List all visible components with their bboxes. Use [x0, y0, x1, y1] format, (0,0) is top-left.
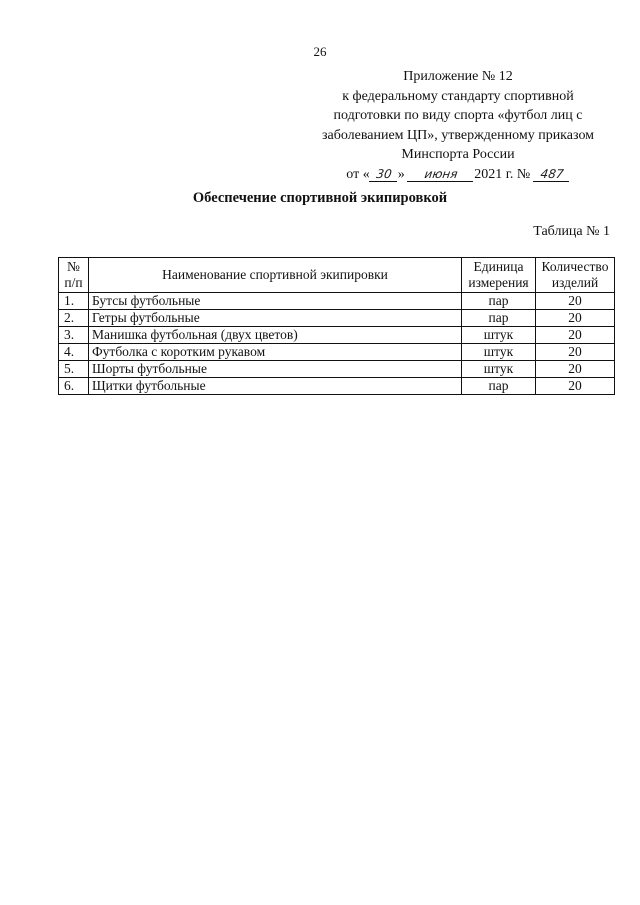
- table-label: Таблица № 1: [533, 224, 610, 239]
- document-title: Обеспечение спортивной экипировкой: [192, 190, 448, 206]
- cell-num: 5.: [59, 361, 89, 378]
- cell-unit: пар: [462, 378, 536, 395]
- cell-name: Шорты футбольные: [89, 361, 462, 378]
- handwritten-day: 30: [369, 167, 399, 182]
- header-qty: Количество изделий: [536, 258, 615, 293]
- header-name: Наименование спортивной экипировки: [89, 258, 462, 293]
- cell-qty: 20: [536, 344, 615, 361]
- cell-name: Бутсы футбольные: [89, 293, 462, 310]
- cell-unit: пар: [462, 293, 536, 310]
- appendix-header: [298, 67, 618, 184]
- cell-unit: штук: [462, 327, 536, 344]
- cell-unit: пар: [462, 310, 536, 327]
- table-row: [59, 310, 615, 327]
- date-mid: »: [397, 166, 405, 182]
- table-row: [59, 344, 615, 361]
- table-header-row: [59, 258, 615, 293]
- handwritten-month: июня: [407, 167, 475, 182]
- table-row: [59, 378, 615, 395]
- date-year: 2021 г. №: [474, 166, 531, 182]
- cell-num: 6.: [59, 378, 89, 395]
- header-unit: Единица измерения: [462, 258, 536, 293]
- header-num: № п/п: [59, 258, 89, 293]
- cell-num: 2.: [59, 310, 89, 327]
- date-prefix: от «: [346, 166, 370, 182]
- appendix-line-1: к федеральному стандарту спортивной: [342, 88, 574, 104]
- appendix-line-4: Минспорта России: [401, 147, 515, 162]
- equipment-table: [58, 257, 615, 395]
- cell-qty: 20: [536, 378, 615, 395]
- appendix-line-2: подготовки по виду спорта «футбол лиц с: [333, 108, 583, 123]
- table-row: [59, 327, 615, 344]
- handwritten-order-number: 487: [533, 167, 571, 182]
- cell-unit: штук: [462, 344, 536, 361]
- cell-qty: 20: [536, 310, 615, 327]
- table-row: [59, 293, 615, 310]
- cell-name: Щитки футбольные: [89, 378, 462, 395]
- appendix-line-3: заболеванием ЦП», утвержденному приказом: [321, 127, 595, 143]
- cell-name: Гетры футбольные: [89, 310, 462, 327]
- cell-name: Манишка футбольная (двух цветов): [89, 327, 462, 344]
- table-row: [59, 361, 615, 378]
- cell-qty: 20: [536, 293, 615, 310]
- appendix-title: Приложение № 12: [403, 69, 513, 84]
- cell-num: 4.: [59, 344, 89, 361]
- appendix-date-line: [298, 165, 618, 185]
- cell-qty: 20: [536, 327, 615, 344]
- cell-num: 1.: [59, 293, 89, 310]
- page-number: 26: [313, 44, 327, 59]
- cell-name: Футболка с коротким рукавом: [89, 344, 462, 361]
- cell-unit: штук: [462, 361, 536, 378]
- cell-num: 3.: [59, 327, 89, 344]
- cell-qty: 20: [536, 361, 615, 378]
